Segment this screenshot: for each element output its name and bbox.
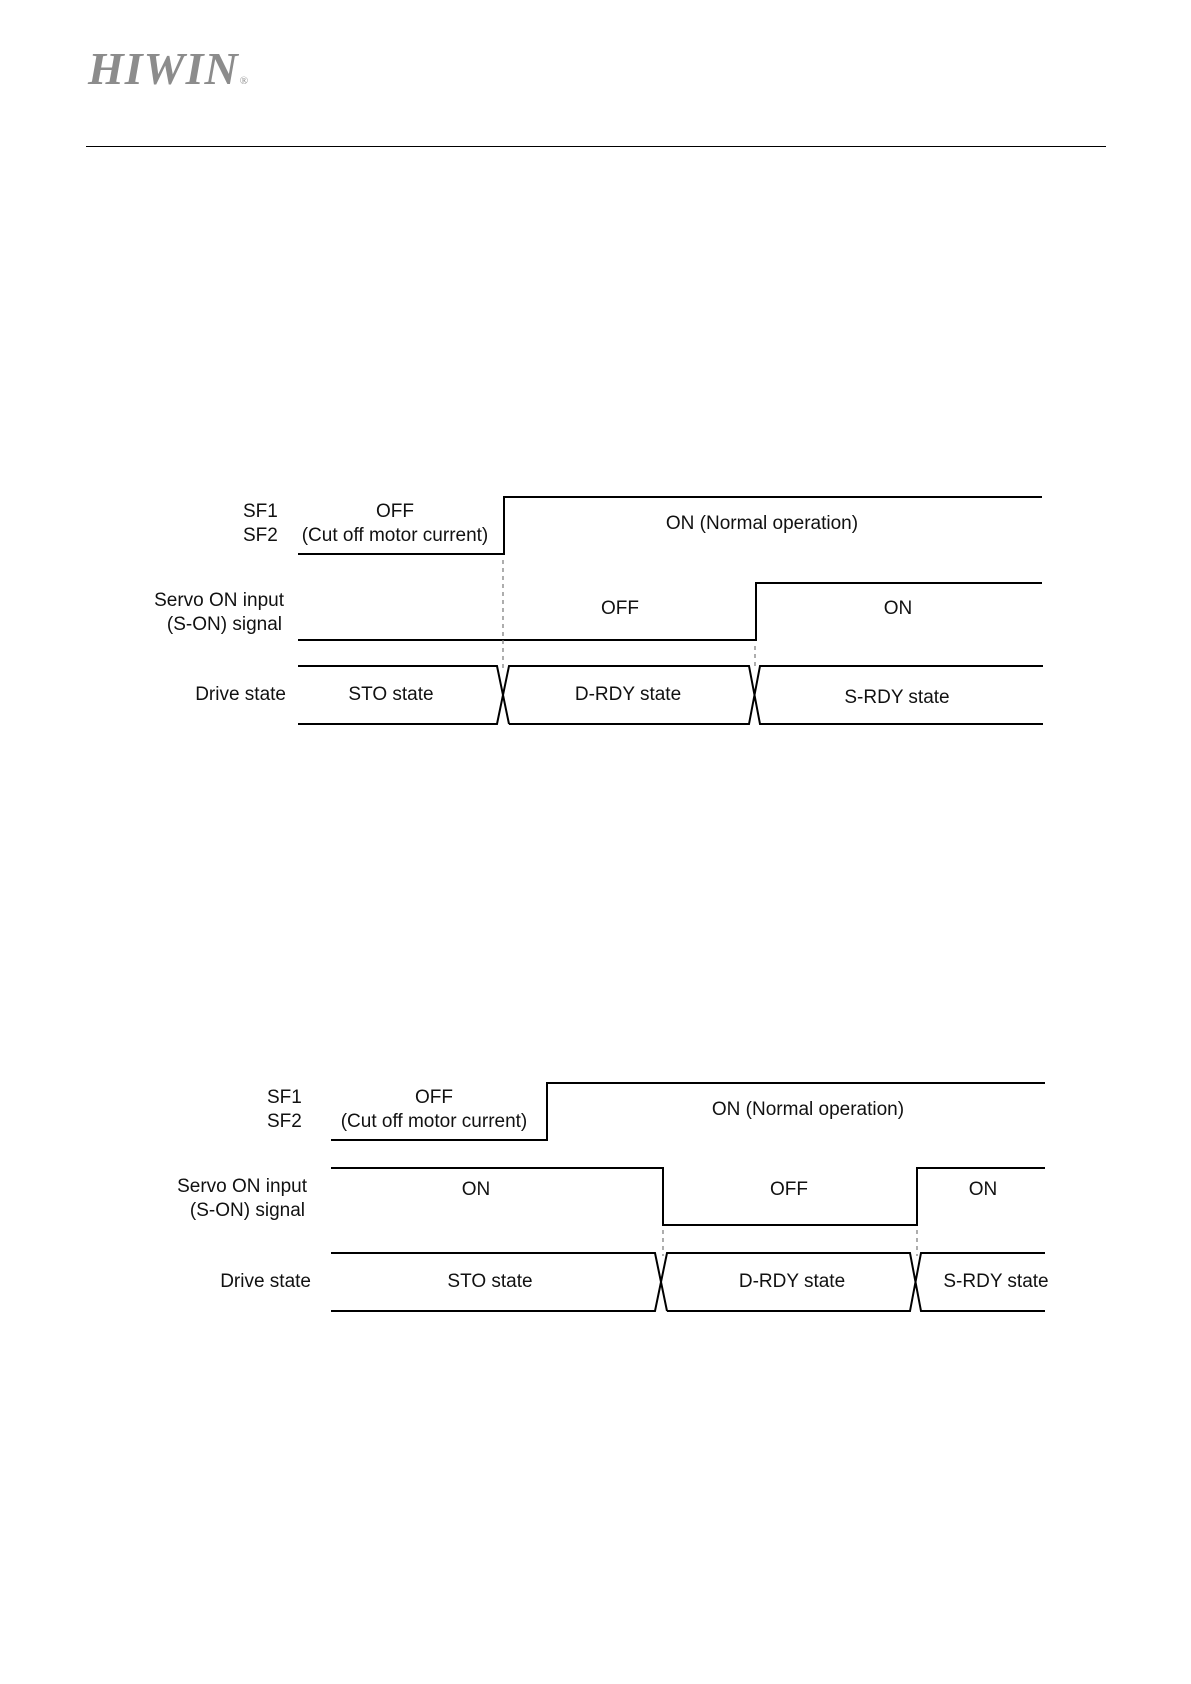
row1-on-text: ON (Normal operation)	[665, 513, 859, 534]
row3-label-drive-state: Drive state	[195, 684, 286, 705]
row2-off-text: OFF	[601, 598, 639, 619]
registered-mark: ®	[239, 75, 250, 87]
row2-label-s-on: (S-ON) signal	[189, 1200, 305, 1221]
row1-label-sf2: SF2	[243, 525, 278, 546]
drive-state-d-rdy: D-RDY state	[738, 1271, 846, 1292]
drive-state-s-rdy: S-RDY state	[943, 1271, 1049, 1292]
row1-off-subtext: (Cut off motor current)	[301, 525, 489, 546]
row2-label-s-on: (S-ON) signal	[166, 614, 282, 635]
row2-on-text-1: ON	[461, 1179, 491, 1200]
row1-on-text: ON (Normal operation)	[711, 1099, 905, 1120]
row1-label-sf1: SF1	[243, 501, 278, 522]
row1-label-sf2: SF2	[267, 1111, 302, 1132]
row2-on-text-2: ON	[968, 1179, 998, 1200]
servo-on-signal-waveform	[331, 1168, 1045, 1225]
drive-state-sto: STO state	[348, 684, 434, 705]
row1-label-sf1: SF1	[267, 1087, 302, 1108]
row2-label-servo-on: Servo ON input	[177, 1176, 307, 1197]
row3-label-drive-state: Drive state	[220, 1271, 311, 1292]
row2-label-servo-on: Servo ON input	[154, 590, 284, 611]
row1-off-subtext: (Cut off motor current)	[340, 1111, 528, 1132]
drive-state-bus	[331, 1253, 1045, 1311]
logo-text: HIWIN	[88, 43, 239, 94]
drive-state-d-rdy: D-RDY state	[574, 684, 682, 705]
drive-state-s-rdy: S-RDY state	[844, 687, 950, 708]
row1-off-text: OFF	[376, 501, 414, 522]
row2-on-text: ON	[883, 598, 913, 619]
row1-off-text: OFF	[415, 1087, 453, 1108]
row2-off-text: OFF	[770, 1179, 808, 1200]
drive-state-sto: STO state	[447, 1271, 533, 1292]
